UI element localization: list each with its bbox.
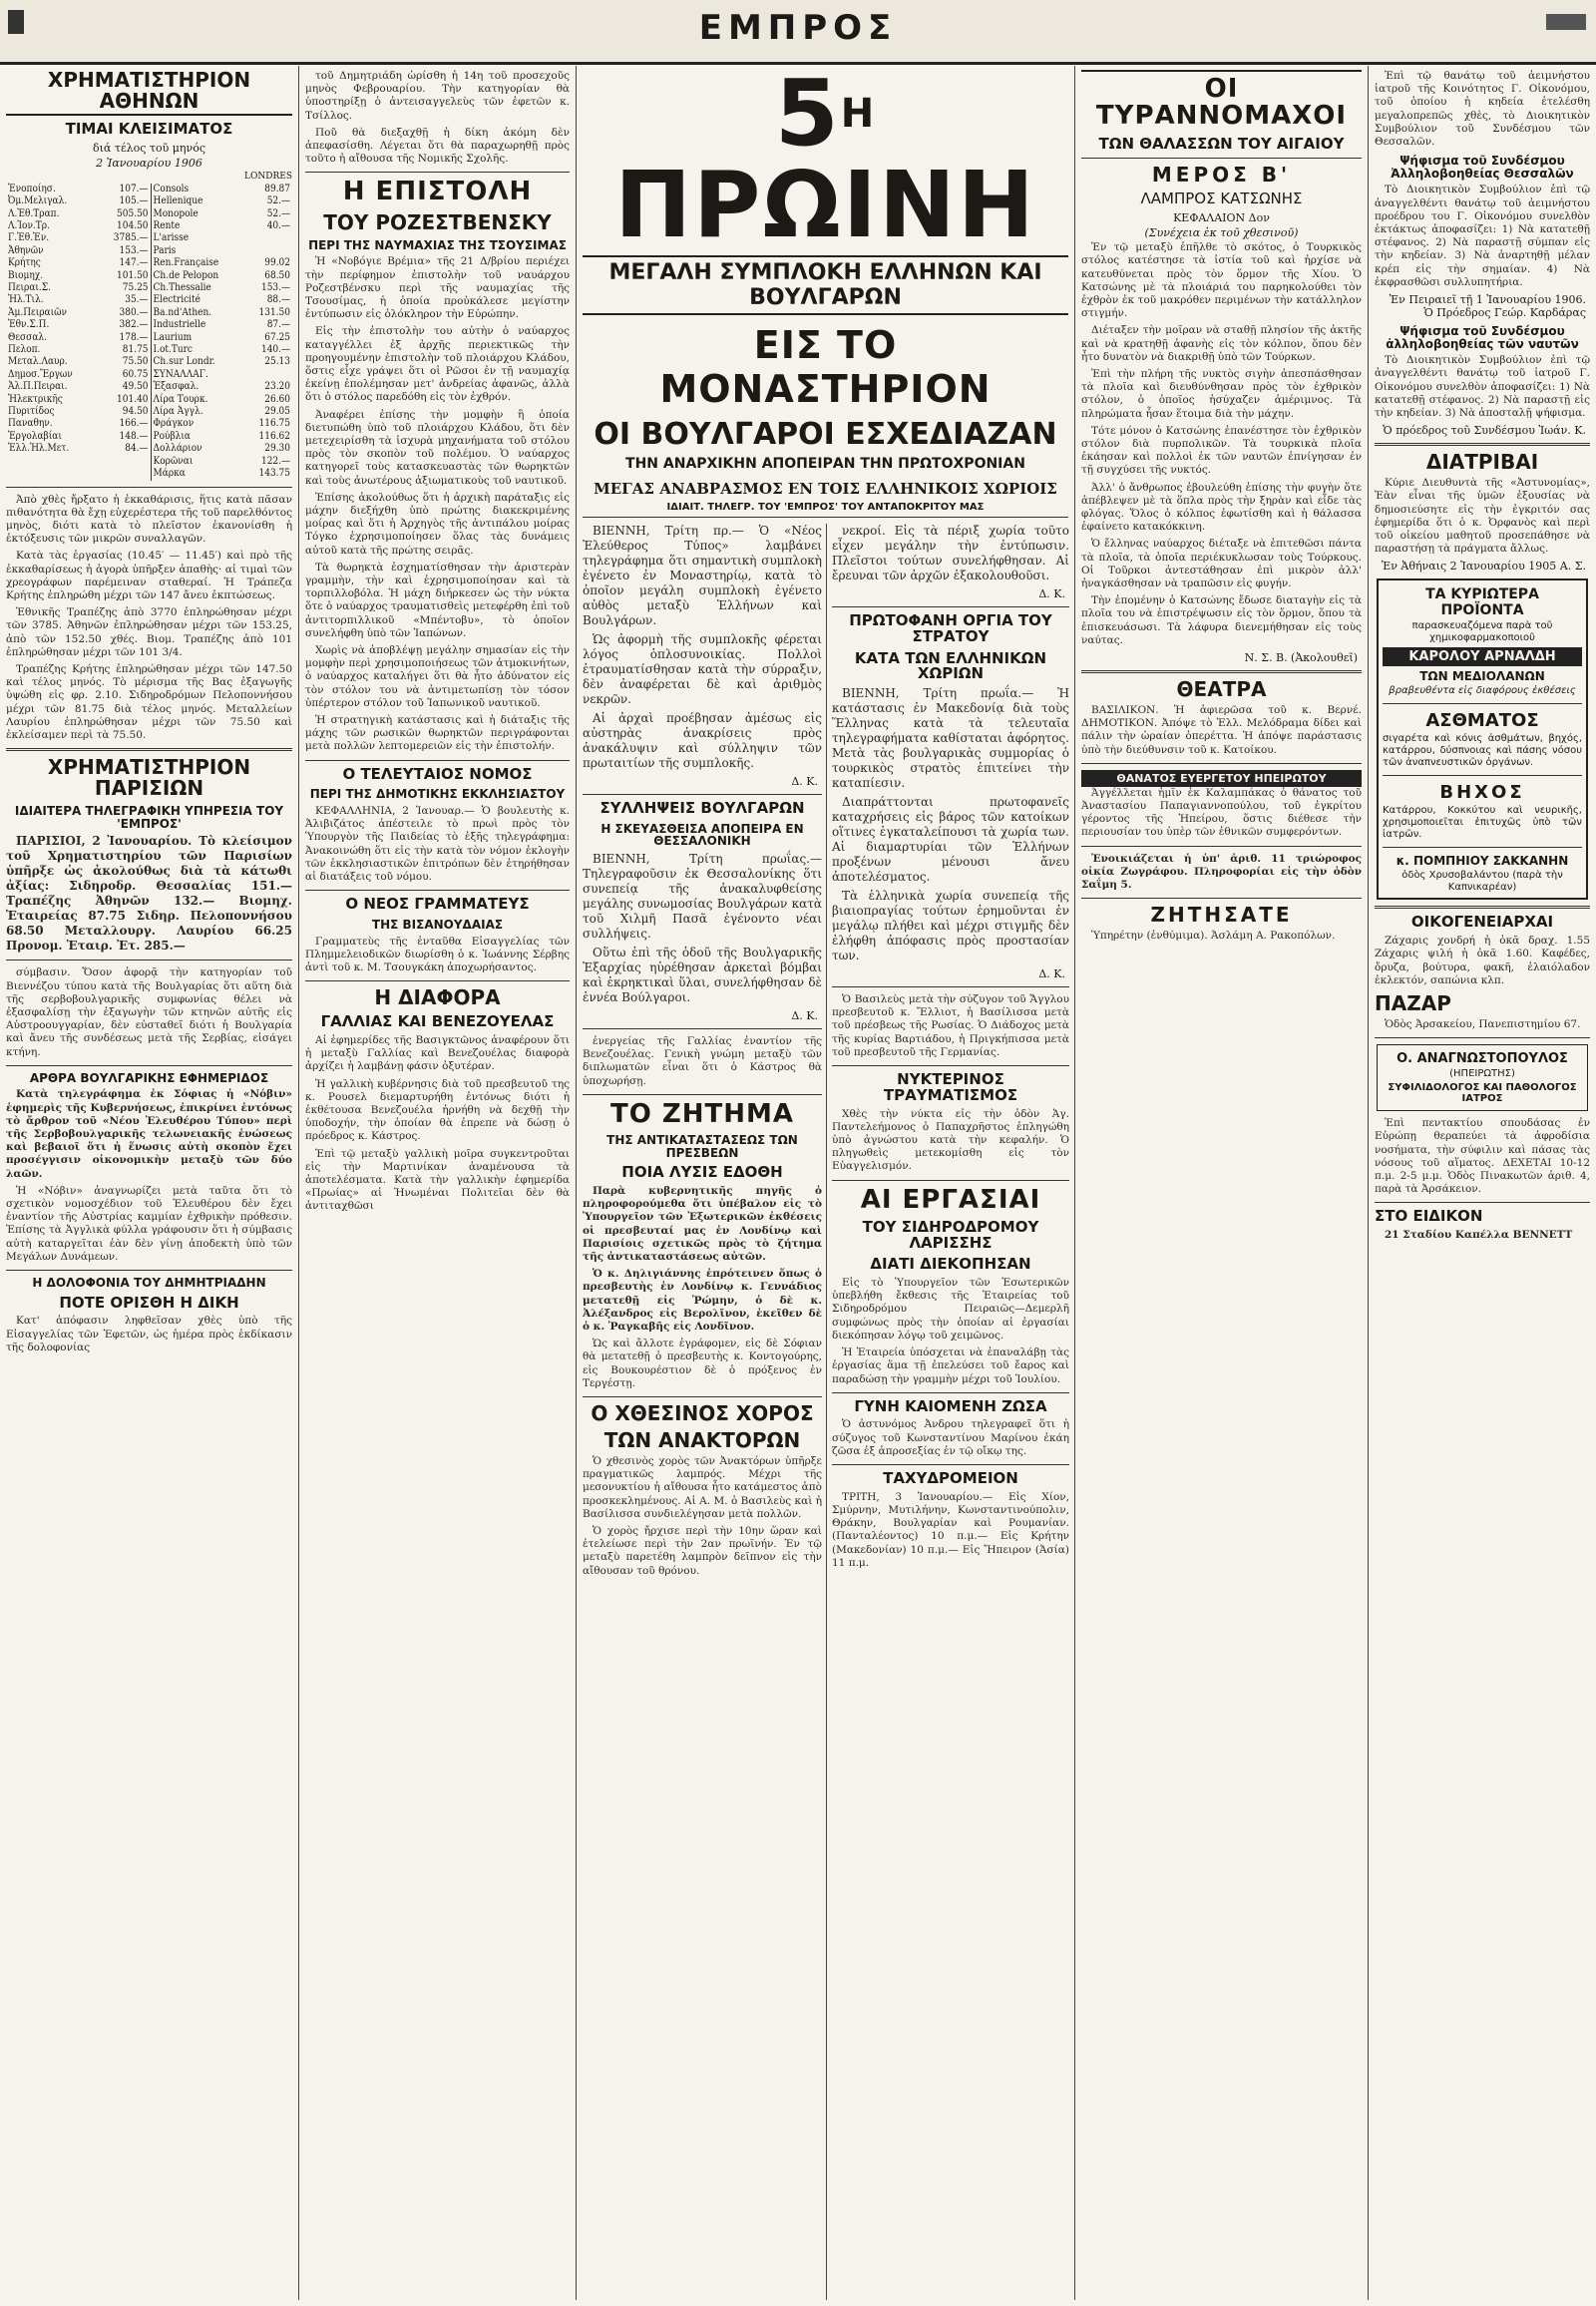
stock-name: Μεταλ.Λαυρ. [8, 356, 68, 368]
article-paragraph: σύμβασιν. Ὅσον ἀφορᾷ τὴν κατηγορίαν τοῦ Βιεννέζου τύπου κατὰ τῆς Βουλγαρίας ὅτι αὕτη διὰ τῆς σερβοβουλγαρικῆς συμφωνίας θέλει νὰ ἐξασφαλίσῃ τὴν ἐξαγωγὴν τῶν κτηνῶν αὐτῆς εἰς Αὐστροουγγαρίαν, δὲν εὐσταθεῖ διότι ἡ Βουλγαρία καὶ ἄνευ τῆς συνδέσεως μετὰ τῆς Σερβίας, εἰσάγει κτήνη. [6, 966, 292, 1058]
headline-big-clash: ΜΕΓΑΛΗ ΣΥΜΠΛΟΚΗ ΕΛΛΗΝΩΝ ΚΑΙ ΒΟΥΛΓΑΡΩΝ [583, 255, 1068, 315]
stock-row [6, 307, 292, 319]
headline-murder: Η ΔΟΛΟΦΟΝΙΑ ΤΟΥ ΔΗΜΗΤΡΙΑΔΗΝ [32, 1276, 266, 1290]
article-paragraph: Χθὲς τὴν νύκτα εἰς τὴν ὁδὸν Ἁγ. Παντελεήμονος ὁ Παπαχρῆστος ἐπληγώθη ὑπὸ ἀγνώστου κατὰ τὴν κεφαλήν. Ὁ πληγωθεὶς μετεκομίσθη εἰς τὸν Εὐαγγελισμόν. [832, 1107, 1069, 1173]
stock-name: Ἐθν.Σ.Π. [8, 319, 50, 331]
stock-name: Ἀθηνῶν [8, 244, 44, 256]
signature: Ὁ πρόεδρος τοῦ Συνδέσμου Ἰωάν. Κ. [1383, 424, 1586, 438]
headline-palace-ball: Ο ΧΘΕΣΙΝΟΣ ΧΟΡΟΣ [591, 1401, 814, 1426]
advertisement-doctor [1377, 1044, 1588, 1111]
article-paragraph: Ἀναφέρει ἐπίσης τὴν μομφὴν ἣ ὁποία διετυπώθη ὑπὸ τοῦ πλοιάρχου Κλάδου, ὅτι δὲν μετεχειρίσθη τὰ ἱσχυρὰ μηχανήματα τοῦ στόλου πρὸς τὸν σκοπὸν τοῦ πολέμου. Ὁ ναύαρχος κατηγορεῖ τοὺς κατασκευαστὰς τῶν θωρηκτῶν καὶ τοὺς ἀνωτέρους ἀξιωματικοὺς τοῦ ναυτικοῦ. [305, 408, 570, 487]
article-paragraph: Ὡς ἀφορμὴ τῆς συμπλοκῆς φέρεται λόγος ὁπλοσυνοικίας. Πολλοὶ ἐτραυματίσθησαν κατὰ τὴν σύρραξιν, δὲν ἀναφέρεται δὲ καὶ ἀριθμὸς νεκρῶν. [583, 632, 822, 706]
article-paragraph: ἐνεργείας τῆς Γαλλίας ἐναντίον τῆς Βενεζουέλας. Γενικὴ γνώμη μεταξὺ τῶν διπλωματῶν εἶναι ὅτι ὁ Κάστρος θὰ ὑποχωρήσῃ. [583, 1034, 822, 1087]
advertisement-arnaldi [1377, 578, 1588, 900]
stock-name: Rente [151, 220, 244, 232]
ad-title: ΑΣΘΜΑΤΟΣ [1425, 710, 1539, 732]
article-paragraph: Γραμματεὺς τῆς ἐνταῦθα Εἰσαγγελίας τῶν Πλημμελειοδικῶν διωρίσθη ὁ κ. Ἰωάννης Σέρβης ἀντὶ τοῦ κ. Μ. Τσουγκάκη ἀποχωρήσαντος. [305, 935, 570, 973]
stock-name: Ch.sur Londr. [151, 356, 244, 368]
article-paragraph: Ἐθνικῆς Τραπέζης ἀπὸ 3770 ἐπληρώθησαν μέχρι τῶν 3785. Ἀθηνῶν ἐπληρώθησαν μέχρι τῶν 153.25, ἀπὸ τῶν 152.50 χθές. Βιομ. Τραπέζης ἀπὸ 101 ἐπληρώθησαν μέχρι τῶν 101 3/4. [6, 606, 292, 658]
headline-householders: ΟΙΚΟΓΕΝΕΙΑΡΧΑΙ [1410, 913, 1554, 932]
article-paragraph: Ὁ χορὸς ἤρχισε περὶ τὴν 10ην ὥραν καὶ ἐτελείωσε περὶ τὴν 2αν πρωϊνήν. Ἐν τῷ μεταξὺ παρετέθη λαμπρὸν δεῖπνον εἰς τὴν αἴθουσαν τοῦ θρόνου. [583, 1525, 822, 1577]
stock-name: Παναθην. [8, 418, 53, 430]
signature: Δ. Κ. [791, 1008, 818, 1022]
stock-row [6, 418, 292, 430]
headline-resolution-1: Ψήφισμα τοῦ Συνδέσμου Ἀλληλοβοηθείας Θεσσαλῶν [1391, 154, 1574, 181]
subheadline: ΜΕΡΟΣ Β' [1151, 163, 1292, 188]
stock-price: 380.— [119, 306, 149, 318]
stock-price: 81.75 [122, 344, 149, 356]
article-paragraph: Ὁ κ. Δηλιγιάννης ἐπρότεινεν ὅπως ὁ πρεσβευτὴς ἐν Λονδίνῳ κ. Γεννάδιος μετατεθῇ εἰς Ῥώμην, ὁ δὲ κ. Ἀλέξανδρος εἰς Βερολῖνον, ἐκεῖθεν δὲ ὁ κ. Ῥαγκαβῆς εἰς Λονδῖνον. [583, 1268, 822, 1334]
subheadline: ΠΕΡΙ ΤΗΣ ΔΗΜΟΤΙΚΗΣ ΕΚΚΛΗΣΙΑΣΤΟΥ [309, 787, 566, 802]
stock-price [244, 245, 292, 257]
column-3-left [583, 524, 822, 1582]
headline-night-wounding: ΝΥΚΤΕΡΙΝΟΣ ΤΡΑΥΜΑΤΙΣΜΟΣ [883, 1070, 1018, 1104]
article-paragraph: Ἐνοικιάζεται ἡ ὑπ' ἀριθ. 11 τριώροφος οἰκία Ζωγράφου. Πληροφορίαι εἰς τὴν ὁδὸν Σαΐμη 5. [1081, 852, 1362, 892]
stock-price [244, 232, 292, 244]
stock-name: ΣΥΝΑΛΛΑΓ. [151, 369, 244, 381]
stock-name: Paris [151, 245, 244, 257]
column-3 [577, 66, 1075, 2300]
stock-price: 35.— [125, 294, 149, 306]
article-paragraph: Ἀγγέλλεται ἡμῖν ἐκ Καλαμπάκας ὁ θάνατος τοῦ Ἀναστασίου Παπαγιαννοπούλου, τοῦ ἐγκρίτου γέροντος τῆς Ἠπείρου, ὅστις διέθεσε τὴν περιουσίαν του ὑπὲρ τῶν ἐθνικῶν συμφερόντων. [1081, 786, 1362, 839]
ad-text: σιγαρέτα καὶ κόνις ἀσθμάτων, βηχός, κατάρρου, δύσπνοιας καὶ πάσης νόσου τῶν ἀναπνευστικῶν ὀργάνων. [1383, 733, 1582, 769]
stock-price: 166.— [119, 418, 149, 430]
stock-row [6, 356, 292, 368]
subheadline: ΤΟΥ ΣΙΔΗΡΟΔΡΟΜΟΥ ΛΑΡΙΣΣΗΣ [862, 1217, 1039, 1252]
stock-name: Ὀμ.Μελιγαλ. [8, 195, 68, 207]
article-paragraph: τοῦ Δημητριάδη ὡρίσθη ἡ 14η τοῦ προσεχοῦς μηνὸς Φεβρουαρίου. Τὴν κατηγορίαν θὰ ὑποστηρίξῃ ὁ ἀντεισαγγελεὺς τῶν ἐφετῶν κ. Τσίλλος. [305, 70, 570, 122]
headline-bulgarian-press: ΑΡΘΡΑ ΒΟΥΛΓΑΡΙΚΗΣ ΕΦΗΜΕΡΙΔΟΣ [29, 1070, 269, 1085]
article-paragraph: Κατ' ἀπόφασιν ληφθεῖσαν χθὲς ὑπὸ τῆς Εἰσαγγελίας τῶν Ἐφετῶν, ὡς ἡμέρα πρὸς ἐκδίκασιν τῆς δολοφονίας [6, 1315, 292, 1353]
ad-title: ΒΗΧΟΣ [1439, 782, 1525, 804]
subheadline: ΙΔΙΑΙΤΕΡΑ ΤΗΛΕΓΡΑΦΙΚΗ ΥΠΗΡΕΣΙΑ ΤΟΥ 'ΕΜΠΡΟΣ' [14, 804, 284, 831]
page-corner-mark-right [1546, 14, 1586, 30]
stock-price: 147.— [119, 257, 149, 269]
stock-price: 75.50 [122, 356, 149, 368]
stock-name: Λ.Ἰον.Τρ. [8, 219, 50, 231]
stock-price: 131.50 [258, 306, 290, 318]
article-paragraph: Ἡ στρατηγικὴ κατάστασις καὶ ἡ διάταξις τῆς μάχης τῶν ρωσικῶν θωρηκτῶν περιγράφονται μετὰ πολλῶν λεπτομερειῶν εἰς τὴν ἐπιστολήν. [305, 714, 570, 753]
stock-price: 140.— [260, 344, 290, 356]
article-paragraph: ΒΙΕΝΝΗ, Τρίτη πρωΐας.— Τηλεγραφοῦσιν ἐκ Θεσσαλονίκης ὅτι συνεπείᾳ τῆς ἀνακαλυφθείσης μεγάλης συνωμοσίας Βουλγάρων κατὰ τοῦ Χιλμῆ Πασᾶ ἐγένοντο νέαι συλλήψεις. [583, 851, 822, 941]
subheadline: ΤΗΣ ΑΝΤΙΚΑΤΑΣΤΑΣΕΩΣ ΤΩΝ ΠΡΕΣΒΕΩΝ [606, 1133, 798, 1160]
stock-price: 99.02 [264, 257, 290, 269]
stock-price: 104.50 [117, 219, 149, 231]
stock-name: Ἐργολαβίαι [8, 430, 62, 442]
stock-row [6, 208, 292, 220]
stock-name: Πελοπ. [8, 344, 41, 356]
stock-row [6, 195, 292, 207]
headline-seek: ΖΗΤΗΣΑΤΕ [1150, 903, 1293, 928]
column-2 [299, 66, 577, 2300]
stock-date: 2 Ἰανουαρίου 1906 [96, 156, 202, 170]
subheadline: ΛΑΜΠΡΟΣ ΚΑΤΣΩΝΗΣ [1140, 190, 1303, 208]
article-paragraph: Αἱ ἐφημερίδες τῆς Βασιγκτῶνος ἀναφέρουν ὅτι ἡ μεταξὺ Γαλλίας καὶ Βενεζουέλας διαφορὰ ἀρχίζει ἡ λαμβάνῃ φάσιν ὀξυτέραν. [305, 1033, 570, 1073]
stock-price: 67.25 [264, 331, 290, 343]
article-paragraph: Ἐπὶ τῷ μεταξὺ γαλλικὴ μοῖρα συγκεντροῦται εἰς τὴν Μαρτινίκαν ἀναμένουσα τὰ ἀποτελέσματα. Κατὰ τὴν γαλλικὴν ἐφημερίδα «Πρωίας» αἱ Ἡνωμέναι Πολιτεῖαι δὲν θὰ ἀντιταχθῶσι [305, 1147, 570, 1213]
article-paragraph: Ὁδὸς Ἀρσακείου, Πανεπιστημίου 67. [1385, 1018, 1581, 1031]
article-paragraph: Ἐπὶ πεντακτίου σπουδάσας ἐν Εὐρώπῃ θεραπεύει τὰ ἀφροδίσια νοσήματα, τὴν σύφιλιν καὶ πάσας τὰς νόσους τοῦ αἵματος. ΔΕΧΕΤΑΙ 10-12 π.μ. 2-5 μ.μ. Ὁδὸς Πινακωτῶν ἀριθ. 4, παρὰ τὰ Ἀρσάκειον. [1375, 1117, 1590, 1196]
article-paragraph: ΒΙΕΝΝΗ, Τρίτη πρ.— Ὁ «Νέος Ἐλεύθερος Τύπος» λαμβάνει τηλεγράφημα ὅτι σημαντικὴ συμπλοκὴ ἐγένετο ἐν Μοναστηρίῳ, κατὰ τὸ ὁποῖον μεγάλη συμπλοκὴ ἐγένετο αὐθὸς μεταξὺ Ἑλλήνων καὶ Βουλγάρων. [583, 524, 822, 627]
subheadline: ΤΩΝ ΘΑΛΑΣΣΩΝ ΤΟΥ ΑΙΓΑΙΟΥ [1098, 134, 1345, 153]
stock-london-label: LONDRES [244, 171, 292, 182]
stock-name: Ba.nd'Athen. [151, 307, 244, 319]
headline-death: ΘΑΝΑΤΟΣ ΕΥΕΡΓΕΤΟΥ ΗΠΕΙΡΩΤΟΥ [1081, 770, 1362, 787]
signature: Δ. Κ. [791, 775, 818, 788]
subheadline: ΔΙΑΤΙ ΔΙΕΚΟΠΗΣΑΝ [870, 1255, 1031, 1274]
stock-name: Θεσσαλ. [8, 331, 47, 343]
stock-name [6, 456, 98, 468]
article-paragraph: Τὴν ἐπομένην ὁ Κατσώνης ἔδωσε διαταγὴν εἰς τὰ πλοῖα του νὰ ἐπιστρέψωσιν εἰς τὸν ὅρμον, ὅπου τὰ ἐπισκευάσωσι. Τὰ λάφυρα διενεμήθησαν εἰς τοὺς ναύτας. [1081, 594, 1362, 646]
article-paragraph: ΤΡΙΤΗ, 3 Ἰανουαρίου.— Εἰς Χίον, Σμύρνην, Μυτιλήνην, Κωνσταντινούπολιν, Θράκην, Βουλγαρίαν καὶ Ρουμανίαν. (Πανταλέοντος) 10 π.μ.— Εἰς Κρήτην (Μακεδονίαν) 10 π.μ.— Εἰς Ἤπειρον (Ἀσία) 11 π.μ. [832, 1490, 1069, 1569]
headline-difference: Η ΔΙΑΦΟΡΑ [374, 985, 501, 1010]
stock-price: 143.75 [258, 468, 290, 480]
article-paragraph: ΠΑΡΙΣΙΟΙ, 2 Ἰανουαρίου. Τὸ κλείσιμον τοῦ Χρηματιστηρίου τῶν Παρισίων ὑπῆρξε ὡς ἀκολούθως διὰ τὰ κάτωθι ἀξίας: Σιδηροδρ. Θεσσαλίας 151.— Τραπέζης Ἀθηνῶν 132.— Βιομηχ. Ἑταιρείας 87.75 Σιδηρ. Πελοποννήσου 68.50 Μεταλλουργ. Λαυρίου 66.25 Προνομ. Ἑταιρ. Ἐτ. 285.— [6, 834, 292, 954]
headline-last-law: Ο ΤΕΛΕΥΤΑΙΟΣ ΝΟΜΟΣ [342, 764, 533, 783]
column-4 [1075, 66, 1369, 2300]
stock-row [6, 257, 292, 269]
article-paragraph: Ἡ Ἑταιρεία ὑπόσχεται νὰ ἐπαναλάβῃ τὰς ἐργασίας ἅμα τῇ ἐπελεύσει τοῦ ἔαρος καὶ παραδώσῃ τὴν γραμμὴν μέχρι τοῦ Ἰουλίου. [832, 1346, 1069, 1385]
stock-row [6, 332, 292, 344]
banner-superscript: Η [840, 91, 877, 137]
headline-letter: Η ΕΠΙΣΤΟΛΗ [342, 177, 533, 207]
stock-table [6, 184, 292, 481]
stock-name: Κρήτης [8, 257, 41, 269]
stock-row [6, 369, 292, 381]
headline-army-orgy: ΠΡΩΤΟΦΑΝΗ ΟΡΓΙΑ ΤΟΥ ΣΤΡΑΤΟΥ [849, 611, 1052, 645]
stock-price: 122.— [260, 455, 290, 467]
ad-text: (ΗΠΕΙΡΩΤΗΣ) [1449, 1068, 1515, 1080]
subheadline: ΤΩΝ ΑΝΑΚΤΟΡΩΝ [603, 1428, 801, 1453]
stock-price: 87.— [266, 319, 290, 331]
stock-name: Πυριτίδος [8, 406, 55, 418]
banner-number: 5 [774, 66, 841, 167]
headline-woman-burned: ΓΥΝΗ ΚΑΙΟΜΕΝΗ ΖΩΣΑ [854, 1396, 1047, 1415]
stock-name: Λίρα Τουρκ. [151, 394, 244, 406]
signature: Δ. Κ. [1038, 967, 1065, 980]
article-paragraph: Ἀλλ' ὁ ἄνθρωπος ἐβουλεύθη ἐπίσης τὴν φυγὴν ὅτε ἀπέβλεψεν μὲ τὰ ὅπλα πρὸς τὴν ξηρὰν καὶ εἶδε τὰς φλόγας. Ὅλος ὁ κόλπος ἐφωτίσθη καὶ ἡ θάλασσα ἐφαίνετο κατακόκκινη. [1081, 481, 1362, 534]
stock-name: Hellenique [151, 195, 244, 207]
article-paragraph: Ἡ γαλλικὴ κυβέρνησις διὰ τοῦ πρεσβευτοῦ της κ. Ρουσελ διεμαρτυρήθη ἐντόνως διότι ἡ ἐκθέτουσα Βενεζουέλα ἠρνήθη νὰ δεχθῇ τὴν ὑποδοχήν, τὴν ὁποίαν θὰ ἐπρεπε νὰ δώσῃ ὁ πρόεδρος κ. Κάστρος. [305, 1077, 570, 1143]
stock-row [6, 270, 292, 282]
stock-price: 153.— [260, 282, 290, 293]
article-paragraph: Ἀπὸ χθὲς ἤρξατο ἡ ἐκκαθάρισις, ἥτις κατὰ πᾶσαν πιθανότητα θὰ ἔχῃ εὐχερέστερα τῆς τοῦ παρελθόντος μηνὸς, διότι κατὰ τὸ πλεῖστον ἐκανονίσθη ἡ ἐκτόξευσις τῶν μικρῶν συναλλαγῶν. [6, 493, 292, 546]
stock-row [6, 468, 292, 480]
headline-tyrannomachs: ΟΙ ΤΥΡΑΝΝΟΜΑΧΟΙ [1081, 70, 1362, 131]
article-paragraph: ΒΙΕΝΝΗ, Τρίτη πρωΐα.— Ἡ κατάστασις ἐν Μακεδονίᾳ διὰ τοὺς Ἕλληνας κατὰ τὰ τελευταῖα τηλεγραφήματα καθίσταται ἀφόρητος. Μετὰ τὰς βουλγαρικὰς συμμορίας ὁ τουρκικὸς στρατὸς ἐπιτείνει τὴν καταπίεσιν. [832, 686, 1069, 790]
article-paragraph: Ὑπηρέτην (ἐνθύμιμα). Ἀσλάμη Α. Ρακοπόλων. [1091, 930, 1336, 943]
stock-name: Γ.Ἐθ.Ἐν. [8, 232, 50, 244]
article-paragraph: Κατὰ τηλεγράφημα ἐκ Σόφιας ἡ «Νόβιν» ἐφημερὶς τῆς Κυβερνήσεως, ἐπικρίνει ἐντόνως τὸ ἄρθρον τοῦ «Νέου Ἐλευθέρου Τύπου» περὶ τῆς Σερβοβουλγαρικῆς τελωνειακῆς ἑνώσεως καὶ βεβαιοῖ ὅτι ἡ ἕνωσις αὐτὴ σκοπὸν ἔχει προσέγγισιν οἰκονομικὴν μεταξὺ τῶν δύο λαῶν. [6, 1088, 292, 1180]
column-5 [1369, 66, 1596, 2300]
article-paragraph: Ἐπὶ τὴν πλήρη τῆς νυκτὸς σιγὴν ἀπεσπάσθησαν τὰ πλοῖα καὶ διευθύνθησαν πρὸς τὸν ἐχθρικὸν στόλον, ὁ ὁποῖος ἡσύχαζεν ἀμέριμνος. Τὰ πληρώματα ἦσαν ἕτοιμα διὰ τὴν μάχην. [1081, 367, 1362, 420]
stock-name: Ἠλεκτρικῆς [8, 393, 63, 405]
stock-name: Φράγκον [151, 418, 244, 430]
subheadline: ΠΕΡΙ ΤΗΣ ΝΑΥΜΑΧΙΑΣ ΤΗΣ ΤΣΟΥΣΙΜΑΣ [308, 237, 567, 252]
headline-theatres: ΘΕΑΤΡΑ [1176, 676, 1267, 701]
stock-row [6, 319, 292, 331]
article-paragraph: Ἡ «Νοβόγιε Βρέμια» τῆς 21 Δ/βρίου περιέχει τὴν περίφημον ἐπιστολὴν τοῦ ναυάρχου Ροζεστβένσκυ περὶ τῆς ναυμαχίας τῆς Τσουσίμας, ἡ ὁποία προὐκάλεσε μεγίστην ἐντύπωσιν εἰς ὁλόκληρον τὴν Εὐρώπην. [305, 255, 570, 321]
stock-price: 116.75 [258, 418, 290, 430]
signature: Ἐν Πειραιεῖ τῇ 1 Ἰανουαρίου 1906. Ὁ Πρόεδρος Γεώρ. Καρδάρας [1389, 293, 1586, 320]
stock-name: Κορῶναι [151, 456, 244, 468]
stock-price: 153.— [119, 244, 149, 256]
ad-place: ΤΩΝ ΜΕΔΙΟΛΑΝΩΝ [1419, 669, 1545, 684]
article-paragraph: Τὰ θωρηκτὰ ἐσχηματίσθησαν τὴν ἀριστερὰν γραμμὴν, τὴν καὶ ἐχρησιμοποίησαν καὶ τὰ τορπιλλοβόλα. Ἡ μάχη διήρκεσεν ὡς τὴν νύκτα ὅτε ὁ ναύαρχος τραυματισθεὶς μετεφέρθη ἐπὶ τοῦ ἀντιτορπιλλικοῦ «Μπέντοβυ», τὸ ὁποῖον συνελήφθη ὑπὸ τῶν Ἰαπώνων. [305, 561, 570, 639]
article-paragraph: Παρὰ κυβερνητικῆς πηγῆς ὁ πληροφορούμεθα ὅτι ὑπέβαλον εἰς τὸ Ὑπουργεῖον τῶν Ἐξωτερικῶν ἐκθέσεις οἱ πρεσβευταί μας ἐν Λονδίνῳ καὶ Παρισίοις σχετικῶς πρὸς τὸ ζήτημα τῆς ἀντικαταστάσεως αὐτῶν. [583, 1184, 822, 1263]
article-paragraph: Τὸ Διοικητικὸν Συμβούλιον ἐπὶ τῷ ἀναγγελθέντι θανάτῳ τοῦ ἀειμνήστου προέδρου του Γ. Οἰκονόμου συνελθὸν ἐκτάκτως ἀποφασίζει: 1) Νὰ κατατεθῇ στέφανος. 2) Νὰ παραστῇ σύμπαν εἰς τὴν κηδείαν. 3) Νὰ ἀναρτηθῇ μέλαν κρέπ εἰς τὴν σημαίαν. 4) Νὰ ἐκφρασθῶσι συλλυπητήρια. [1375, 184, 1590, 288]
masthead-title: ΕΜΠΡΟΣ [698, 8, 898, 48]
article-paragraph: Ἐν τῷ μεταξὺ ἐπῆλθε τὸ σκότος, ὁ Τουρκικὸς στόλος κατέστησε τὰ ἱστία τοῦ καὶ ἠρχίσε νὰ κατευθύνεται πρὸς τὸν ὅρμον τῆς Χίου. Ὁ Κατσώνης μὲ τὰ πλοιάριά του παρηκολούθει τὸν ἐχθρὸν ἐκ τοῦ μακρόθεν περιμένων τὴν κατάλληλον στιγμήν. [1081, 241, 1362, 320]
stock-price: 49.50 [122, 381, 149, 393]
stock-price: 52.— [266, 207, 290, 219]
stock-name: Δολλάριον [151, 443, 244, 455]
stock-price: 148.— [119, 430, 149, 442]
article-paragraph: ΒΑΣΙΛΙΚΟΝ. Ἡ ἀφιερῶσα τοῦ κ. Βερνέ. ΔΗΜΟΤΙΚΟΝ. Ἀπόψε τὸ Ἐλλ. Μελόδραμα δίδει καὶ πάλιν τὴν ὡραίαν ὀπερέττα. Ἡ ἀπόψε παράστασις ὑπὸ τὴν διεύθυνσιν τοῦ κ. Κατοίκου. [1081, 703, 1362, 756]
stock-row [6, 394, 292, 406]
signature: Δ. Κ. [1038, 587, 1065, 600]
stock-row [6, 431, 292, 443]
stock-name: Ch.Thessalie [151, 282, 244, 294]
headline-bulgarians-planned: ΟΙ ΒΟΥΛΓΑΡΟΙ ΕΣΧΕΔΙΑΖΑΝ [594, 417, 1057, 452]
stock-row [6, 443, 292, 455]
continuation-note: (Συνέχεια ἐκ τοῦ χθεσινοῦ) [1144, 226, 1299, 240]
stock-price: 52.— [266, 195, 290, 207]
stock-price: 382.— [119, 319, 149, 331]
headline-resolution-2: Ψήφισμα τοῦ Συνδέσμου ἀλληλοβοηθείας τῶν ναυτῶν [1386, 324, 1579, 351]
article-paragraph: 21 Σταδίου Καπέλλα ΒΕΝΝΕΤΤ [1385, 1229, 1573, 1242]
article-paragraph: Διαπράττονται πρωτοφανεῖς καταχρήσεις εἰς βάρος τῶν κατοίκων οἵτινες ἐγκαταλείπουσι τὰ χωρία των. Αἱ διαμαρτυρίαι τῶν Ἑλλήνων προξένων μένουσι ἄνευ ἀποτελέσματος. [832, 795, 1069, 884]
stock-name: Monopole [151, 208, 244, 220]
stock-name: Δημοσ.Ἔργων [8, 368, 73, 380]
stock-price: 101.50 [117, 269, 149, 281]
column-3-right [832, 524, 1069, 1574]
stock-name: Industrielle [151, 319, 244, 331]
subheadline: ΙΔΙΑΙΤ. ΤΗΛΕΓΡ. ΤΟΥ 'ΕΜΠΡΟΣ' ΤΟΥ ΑΝΤΑΠΟΚΡΙΤΟΥ ΜΑΣ [583, 502, 1068, 518]
stock-price: 88.— [266, 294, 290, 306]
stock-name: Μάρκα [151, 468, 244, 480]
article-paragraph: Τὰ ἑλληνικὰ χωρία συνεπείᾳ τῆς βιαιοπραγίας τούτων ἐρημοῦνται ἐν μεγάλῳ πλήθει καὶ μέχρι στιγμῆς δὲν ἐλήφθη ἀπόφασις πρὸς προστασίαν των. [832, 889, 1069, 962]
ad-text: παρασκευαζόμενα παρὰ τοῦ χημικοφαρμακοποιοῦ [1411, 620, 1553, 644]
stock-price: 60.75 [122, 368, 149, 380]
article-paragraph: Ποῦ θὰ διεξαχθῇ ἡ δίκη ἀκόμη δὲν ἀπεφασίσθη. Λέγεται ὅτι θὰ παραχωρηθῇ πρὸς τοῦτο ἡ αἴθουσα τῆς Νομικῆς Σχολῆς. [305, 126, 570, 166]
article-paragraph: Οὕτω ἐπὶ τῆς ὁδοῦ τῆς Βουλγαρικῆς Ἐξαρχίας ηὑρέθησαν ἀρκεταὶ βόμβαι καὶ ἐκρηκτικαὶ ὕλαι, συνελήφθησαν δὲ ἑννέα Βούλγαροι. [583, 945, 822, 1004]
stock-name: Ρούβλια [151, 431, 244, 443]
stock-price: 29.30 [264, 443, 290, 455]
stock-row [6, 282, 292, 294]
headline-paris-exchange: ΧΡΗΜΑΤΙΣΤΗΡΙΟΝ ΠΑΡΙΣΙΩΝ [47, 755, 251, 801]
stock-price: 94.50 [122, 406, 149, 418]
article-paragraph: Ὁ ἀστυνόμος Ἀνδρου τηλεγραφεῖ ὅτι ἡ σύζυγος τοῦ Κωνσταντίνου Μαρίνου ἐκάη ζῶσα ἐξ ἀπροσεξίας ἐν τῷ οἴκῳ της. [832, 1418, 1069, 1457]
stock-price: 3785.— [113, 232, 149, 244]
ad-text: Κατάρρου, Κοκκύτου καὶ νευρικῆς, χρησιμοποιεῖται ἐπιτυχῶς ὑπὸ τῶν ἰατρῶν. [1383, 805, 1582, 841]
stock-row [6, 184, 292, 195]
headline-bazaar: ΠΑΖΑΡ [1375, 991, 1451, 1016]
article-paragraph: νεκροί. Εἰς τὰ πέριξ χωρία τοῦτο εἶχεν μεγάλην τὴν ἐντύπωσιν. Πλεῖστοι τούτων συνελήφθησαν. Αἱ ἔρευναι τῶν ἀρχῶν ἐξακολουθοῦσι. [832, 524, 1069, 582]
ad-text: ὁδὸς Χρυσοβαλάντου (παρὰ τὴν Καπνικαρέαν) [1401, 870, 1563, 894]
ad-title: ΣΥΦΙΛΙΔΟΛΟΓΟΣ ΚΑΙ ΠΑΘΟΛΟΓΟΣ ΙΑΤΡΟΣ [1388, 1082, 1577, 1105]
subheadline: ΤΗΝ ΑΝΑΡΧΙΚΗΝ ΑΠΟΠΕΙΡΑΝ ΤΗΝ ΠΡΩΤΟΧΡΟΝΙΑΝ [625, 456, 1025, 472]
stock-row [6, 381, 292, 393]
article-paragraph: Ἡ «Νόβιν» ἀναγνωρίζει μετὰ ταῦτα ὅτι τὸ σχετικὸν νομοσχέδιον τοῦ Ἐλευθέρου δὲν ἔχει ἐναντίον τῆς Αὐστρίας καμμίαν ἐχθρικὴν πρόθεσιν. Ἐπίσης τὰ Ἀγγλικὰ φύλλα γράφουσιν ὅτι ἡ σύμβασις αὐτὴ καταργεῖται ἐὰν δὲν γίνῃ ἀποδεκτὴ ὑπὸ τῶν Μεγάλων Δυνάμεων. [6, 1184, 292, 1263]
headline-works: ΑΙ ΕΡΓΑΣΙΑΙ [860, 1184, 1041, 1215]
stock-name: Ch.de Pelopon [151, 270, 244, 282]
stock-name: Λίρα Ἀγγλ. [151, 406, 244, 418]
stock-price: 40.— [266, 219, 290, 231]
article-paragraph: Ὡς καὶ ἄλλοτε ἐγράφομεν, εἰς δὲ Σόφιαν θὰ μετατεθῇ ὁ πρεσβευτὴς κ. Κοντογούρης, εἰς Βουκουρέστιον δὲ ὁ πρόξενος ἐν Τεργέστῃ. [583, 1338, 822, 1389]
headline-new-secretary: Ο ΝΕΟΣ ΓΡΑΜΜΑΤΕΥΣ [345, 895, 530, 914]
stock-name: Βιομηχ. [8, 269, 44, 281]
subheadline: ΜΕΓΑΣ ΑΝΑΒΡΑΣΜΟΣ ΕΝ ΤΟΙΣ ΕΛΛΗΝΙΚΟΙΣ ΧΩΡΙΟΙΣ [594, 480, 1057, 498]
stock-price: 178.— [119, 331, 149, 343]
stock-price: 505.50 [117, 207, 149, 219]
article-paragraph: Χωρὶς νὰ ἀποβλέψῃ μεγάλην σημασίαν εἰς τὴν μομφὴν περὶ χρησιμοποιήσεως τῶν ἀτμοκινήτων, ὁ ναύαρχος καταλήγει ὅτι θὰ ἦτο ἀδύνατον εἰς τὸν στόλον του νὰ ἀντιμετωπίσῃ τὸν τόσον ὑπέρτερον στόλον τοῦ Ἰαπωνικοῦ ναυτικοῦ. [305, 644, 570, 709]
stock-row [6, 456, 292, 468]
headline-closing-prices: ΤΙΜΑΙ ΚΛΕΙΣΙΜΑΤΟΣ [65, 120, 233, 138]
stock-name: L'arisse [151, 232, 244, 244]
ad-name: ΚΑΡΟΛΟΥ ΑΡΝΑΛΔΗ [1383, 647, 1582, 666]
subheadline: Η ΣΚΕΥΑΣΘΕΙΣΑ ΑΠΟΠΕΙΡΑ ΕΝ ΘΕΣΣΑΛΟΝΙΚΗ [600, 821, 804, 849]
article-paragraph: Εἰς τὴν ἐπιστολὴν του αὐτὴν ὁ ναύαρχος καταγγέλλει ἐξ ἀρχῆς περιεκτικῶς τὴν προηγουμένην ἐπιστολὴν τοῦ πλοιάρχου Κλάδου, ὅστις εἶχε γράψει ὅτι οἱ Ρῶσοι ἐν τῇ ναυμαχίᾳ ἐκείνῃ ἐπολέμησαν μετ' ἀνδρείας ἀφανῶς, ἀλλὰ ὅτι ὁ στόλος παρεδόθη εἰς τὸν ἐχθρόν. [305, 325, 570, 404]
stock-row [6, 406, 292, 418]
subheadline: ΠΟΤΕ ΟΡΙΣΘΗ Η ΔΙΚΗ [59, 1293, 239, 1312]
banner-word: ΠΡΩΙΝΗ [614, 152, 1036, 258]
headline-diatribes: ΔΙΑΤΡΙΒΑΙ [1425, 450, 1539, 475]
stock-price: 105.— [119, 195, 149, 207]
stock-name: Λ.Ἐθ.Τραπ. [8, 207, 60, 219]
stock-price [98, 468, 151, 480]
stock-row [6, 232, 292, 244]
subheadline: ΤΟΥ ΡΟΖΕΣΤΒΕΝΣΚΥ [323, 209, 552, 234]
article-paragraph: Κύριε Διευθυντὰ τῆς «Ἀστυνομίας», Ἐὰν εἶναι τῆς ὑμῶν ἐξουσίας νὰ δημοσιεύσητε εἰς τὴν ἐγκριτόν σας ἐφημερίδα ὅτι ὁ κ. Ὀρφανὸς καὶ περὶ τοῦ οἰκείου μαθητοῦ προσεπάθησε νὰ παραστήσῃ τὰ πράγματα ἄλλως. [1375, 477, 1590, 556]
stock-price: 116.62 [258, 430, 290, 442]
article-paragraph: Ὁ χθεσινὸς χορὸς τῶν Ἀνακτόρων ὑπῆρξε πραγματικῶς λαμπρός. Μέχρι τῆς μεσονυκτίου ἡ αἴθουσα ἦτο κατάμεστος ἀπὸ προσκεκλημένους. Αἱ Α. Μ. ὁ Βασιλεὺς καὶ ἡ Βασίλισσα συνδιελέγησαν μετὰ πολλῶν. [583, 1455, 822, 1520]
stock-name: Consols [151, 184, 244, 195]
stock-name: Ἠλ.Τιλ. [8, 294, 44, 306]
ad-name: κ. ΠΟΜΠΗΙΟΥ ΣΑΚΚΑΝΗΝ [1396, 854, 1569, 869]
stock-price: 23.20 [264, 381, 290, 393]
stock-price: 26.60 [264, 393, 290, 405]
stock-price: 107.— [119, 183, 149, 194]
column-1 [0, 66, 299, 2300]
subheadline: ΠΟΙΑ ΛΥΣΙΣ ΕΔΟΘΗ [621, 1163, 783, 1182]
article-paragraph: Διέταξεν τὴν μοῖραν νὰ σταθῇ πλησίον τῆς ἀκτῆς καὶ νὰ κρατηθῇ ἀφανὴς εἰς τὸν κόλπον, ὅπου δὲν ἦτο δυνατὸν νὰ διακριθῇ ὑπὸ τῶν Τούρκων. [1081, 324, 1362, 363]
headline-monastir: ΕΙΣ ΤΟ ΜΟΝΑΣΤΗΡΙΟΝ [659, 323, 992, 411]
subheadline: ΚΑΤΑ ΤΩΝ ΕΛΛΗΝΙΚΩΝ ΧΩΡΙΩΝ [854, 648, 1047, 683]
stock-name: Laurium [151, 332, 244, 344]
article-paragraph: Ἐπίσης ἀκολούθως ὅτι ἡ ἀρχικὴ παράταξις εἰς μάχην διεξήχθη ὑπὸ πρώτης διακεκριμένης μοίρας καὶ ὅτι ἡ Ἀρχηγὸς τῆς ἀντιπάλου μοίρας Τόγκο ἐχρησιμοποίησεν ὅλας τὰς δυνάμεις αὐτοῦ κατὰ τῆς πρώτης σειρᾶς. [305, 491, 570, 557]
stock-price: 101.40 [117, 393, 149, 405]
stock-row [6, 344, 292, 356]
headline-post-office: ΤΑΧΥΔΡΟΜΕΙΟΝ [883, 1469, 1018, 1488]
headline-arrests: ΣΥΛΛΗΨΕΙΣ ΒΟΥΛΓΑΡΩΝ [599, 799, 805, 817]
chapter-label: ΚΕΦΑΛΑΙΟΝ Δον [1173, 211, 1270, 225]
stock-price: 75.25 [122, 282, 149, 293]
stock-price: 68.50 [264, 269, 290, 281]
stock-name: Ἑξασφαλ. [151, 381, 244, 393]
article-paragraph: Τότε μόνον ὁ Κατσώνης ἐπανέστησε τὸν ἐχθρικὸν στόλον διὰ πυρπολικῶν. Τὰ τουρκικὰ πλοῖα ἐκάησαν καὶ πολλοὶ ἐκ τῶν ναυτῶν ἐπνίγησαν ἐν τῇ συγχύσει τῆς νυκτός. [1081, 424, 1362, 477]
article-paragraph: ΚΕΦΑΛΛΗΝΙΑ, 2 Ἰανουαρ.— Ὁ βουλευτὴς κ. Ἀλιβιζάτος ἀπέστειλε τὸ πρωὶ πρὸς τὸν Ὑπουργὸν τῆς Παιδείας τὸ ἑξῆς τηλεγράφημα: Ἀνακοινώθη ὅτι εἰς τὴν κατὰ τὸν νόμον ἐκλογὴν τῶν ἐκκλησιαστικῶν ἐπιτρόπων δὲν ἐτηρήθησαν αἱ διατάξεις τοῦ νόμου. [305, 804, 570, 883]
headline-athens-exchange: ΧΡΗΜΑΤΙΣΤΗΡΙΟΝ ΑΘΗΝΩΝ [6, 70, 292, 116]
signature: Ἐν Ἀθήναις 2 Ἰανουαρίου 1905 Α. Σ. [1381, 560, 1586, 574]
article-paragraph: Ἐπὶ τῷ θανάτῳ τοῦ ἀειμνήστου ἰατροῦ τῆς Κοινότητος Γ. Οἰκονόμου, τοῦ ὁποίου ἡ κηδεία ἐτελέσθη μεγαλοπρεπῶς χθὲς, τὸ Διοικητικὸν Συμβούλιον τοῦ Συνδέσμου τῶν Θεσσαλῶν. [1375, 70, 1590, 149]
stock-price: 25.13 [264, 356, 290, 368]
stock-price [98, 456, 151, 468]
ad-title: ΤΑ ΚΥΡΙΩΤΕΡΑ ΠΡΟΪΟΝΤΑ [1425, 586, 1539, 619]
stock-price [244, 369, 292, 381]
headline-special: ΣΤΟ ΕΙΔΙΚΟΝ [1375, 1207, 1483, 1226]
stock-name: Ἐλλ.Ἠλ.Μετ. [8, 443, 70, 455]
signature: Ν. Σ. Β. (Ἀκολουθεῖ) [1244, 650, 1358, 664]
stock-name: Ἐνοποίησ. [8, 183, 56, 194]
stock-name: Electricité [151, 294, 244, 306]
ad-name: Ο. ΑΝΑΓΝΩΣΤΟΠΟΥΛΟΣ [1396, 1051, 1568, 1067]
article-paragraph: Εἰς τὸ Ὑπουργεῖον τῶν Ἐσωτερικῶν ὑπεβλήθη ἔκθεσις τῆς Ἑταιρείας τοῦ Σιδηροδρόμου Πειραιῶς—Δεμερλῆ συμφώνως πρὸς τὴν ὁποίαν αἱ ἐργασίαι διεκόπησαν λόγῳ τοῦ χειμῶνος. [832, 1277, 1069, 1342]
article-paragraph: Ζάχαρις χονδρή ἡ ὀκᾶ δραχ. 1.55 Ζάχαρις ψιλή ἡ ὀκᾶ 1.60. Καφέδες, ὄρυζα, βούτυρα, φακῆ, ἐλαιόλαδον ἐκλεκτόν, σαπώνια κλπ. [1375, 935, 1590, 986]
stock-name [6, 468, 98, 480]
article-paragraph: Τραπέζης Κρήτης ἐπληρώθησαν μέχρι τῶν 147.50 καὶ τέλος μηνός. Τὸ μέρισμα τῆς Βας ἐξαγωγῆς ὑψώθη εἰς φρ. 2.10. Σιδηροδρόμων Πελοποννήσου μέχρι τῶν 81.75 διὰ τέλος μηνός. Μεταλλείων Λαυρίου ἐπληρώθησαν μέχρι τῶν 75.50 καὶ ἐκλείσαμεν περὶ τὰ 75.50. [6, 662, 292, 741]
masthead [0, 0, 1596, 65]
article-paragraph: Κατὰ τὰς ἐργασίας (10.45′ — 11.45′) καὶ πρὸ τῆς ἐκκαθαρίσεως ἡ ἀγορὰ ὑπῆρξεν ἀπαθὴς· αἱ τιμαὶ τῶν χρεογράφων παρέμειναν σταθεραί. Ἡ Τράπεζα Κρήτης ἐπληρώθη μέχρι τῶν 147 ἄνευ ἐκπτώσεως. [6, 550, 292, 601]
stock-name: Ἀλ.Π.Πειραι. [8, 381, 68, 393]
stock-name: Πειραι.Σ. [8, 282, 51, 293]
article-paragraph: Τὸ Διοικητικὸν Συμβούλιον ἐπὶ τῷ ἀναγγελθέντι θανάτῳ τοῦ ἰατροῦ Γ. Οἰκονόμου συνελθὸν ἀποφασίζει: 1) Νὰ κατατεθῇ στέφανος. 2) Νὰ παραστῇ εἰς τὴν κηδείαν. 3) Νὰ ἀποσταλῇ ψήφισμα. [1375, 354, 1590, 420]
stock-name: Ren.Française [151, 257, 244, 269]
article-paragraph: Αἱ ἀρχαὶ προέβησαν ἀμέσως εἰς αὐστηρὰς ἀνακρίσεις πρὸς ἀνακάλυψιν καὶ σύλληψιν τῶν πρωταιτίων τῆς συμπλοκῆς. [583, 711, 822, 770]
stock-name: I.ot.Turc [151, 344, 244, 356]
stock-price: 89.87 [264, 183, 290, 194]
stock-row [6, 245, 292, 257]
subheadline: ΓΑΛΛΙΑΣ ΚΑΙ ΒΕΝΕΖΟΥΕΛΑΣ [320, 1012, 555, 1031]
stock-price: 84.— [125, 443, 149, 455]
banner-fifth-morning [583, 66, 1068, 258]
stock-row [6, 294, 292, 306]
stock-name: Ἀμ.Πειραιῶν [8, 306, 67, 318]
headline-question: ΤΟ ΖΗΤΗΜΑ [610, 1098, 794, 1129]
article-paragraph: Ὁ Βασιλεὺς μετὰ τὴν σύζυγον τοῦ Ἄγγλου πρεσβευτοῦ κ. Ἔλλιοτ, ἡ Βασίλισσα μετὰ τοῦ πρέσβεως τῆς Ρωσίας. Ὁ Διάδοχος μετὰ τῆς κυρίας Βαρτιάδου, ἡ Πριγκήπισσα μετὰ τοῦ πρεσβευτοῦ τῆς Γερμανίας. [832, 993, 1069, 1058]
subheadline: ΤΗΣ ΒΙΣΑΝΟΥΔΑΙΑΣ [371, 917, 504, 932]
stock-row [6, 220, 292, 232]
subheadline: διά τέλος τοῦ μηνός [93, 141, 205, 155]
article-paragraph: Ὁ ἔλληνας ναύαρχος διέταξε νὰ ἐπιτεθῶσι πάντα τὰ πλοῖα, τὰ ὁποῖα περιέκυκλωσαν τοὺς Τούρκους. Οἱ Τοῦρκοι ἀντεστάθησαν ἐπὶ μικρὸν ἀλλ' ἠναγκάσθησαν νὰ τραπῶσιν εἰς φυγήν. [1081, 538, 1362, 589]
stock-price: 29.05 [264, 406, 290, 418]
ad-text: βραβευθέντα εἰς διαφόρους ἐκθέσεις [1389, 685, 1576, 697]
